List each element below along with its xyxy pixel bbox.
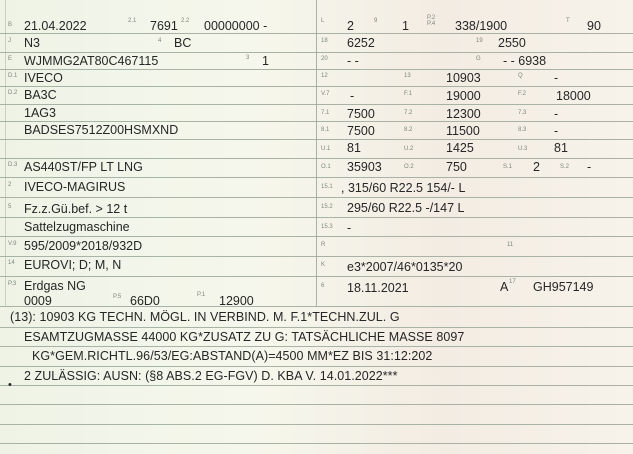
body-code: BC bbox=[174, 36, 192, 50]
axle-load-7-2: 12300 bbox=[446, 107, 481, 121]
row-line bbox=[0, 404, 633, 405]
regulations: 595/2009*2018/932D bbox=[24, 239, 143, 253]
towing-capacity: 10903 bbox=[446, 71, 481, 85]
column-divider bbox=[316, 0, 317, 306]
remarks-line-4: 2 ZULÄSSIG: AUSN: (§8 ABS.2 EG-FGV) D. KBA V. 14.01.2022*** bbox=[24, 369, 398, 383]
code-14-1: 0009 bbox=[24, 294, 52, 308]
field-code: F.2 bbox=[518, 91, 527, 97]
field-code: 15.3 bbox=[321, 224, 333, 230]
field-code: Q bbox=[518, 73, 523, 79]
field-code: U.1 bbox=[321, 146, 331, 152]
field-code: V.7 bbox=[321, 91, 330, 97]
margin-line bbox=[5, 0, 6, 306]
remarks-line-2: ESAMTZUGMASSE 44000 KG*ZUSATZ ZU G: TATSÄCHLICHE MASSE 8097 bbox=[24, 330, 465, 344]
body-type: Sattelzugmaschine bbox=[24, 220, 130, 234]
field-code: K bbox=[321, 262, 326, 268]
field-code: 18 bbox=[321, 38, 328, 44]
field-code: 19 bbox=[476, 38, 483, 44]
field-code: 2.2 bbox=[181, 18, 190, 24]
field-code: P.3 bbox=[8, 281, 17, 287]
field-code: O.2 bbox=[404, 164, 414, 170]
type-approval-number: e3*2007/46*0135*20 bbox=[347, 260, 463, 274]
field-code: 13 bbox=[404, 73, 411, 79]
driven-axles: 1 bbox=[402, 19, 409, 33]
trailer-load-unbraked: 750 bbox=[446, 160, 467, 174]
vehicle-version: BADSES7512Z00HSMXND bbox=[24, 123, 179, 137]
vehicle-type: BA3C bbox=[24, 88, 57, 102]
field-code: 8.1 bbox=[321, 127, 330, 133]
field-code: 7.1 bbox=[321, 110, 330, 116]
field-code: S.2 bbox=[560, 164, 570, 170]
row-line bbox=[0, 424, 633, 425]
remarks-line-3: KG*GEM.RICHTL.96/53/EG:ABSTAND(A)=4500 MM*EZ BIS 31:12:202 bbox=[32, 349, 433, 363]
field-code: P.2 P.4 bbox=[427, 15, 436, 27]
field-code: U.2 bbox=[404, 146, 414, 152]
row-line bbox=[0, 346, 633, 347]
field-code: 8.2 bbox=[404, 127, 413, 133]
displacement: 12900 bbox=[219, 294, 254, 308]
field-code: 6 bbox=[321, 283, 325, 289]
grade: A bbox=[500, 280, 509, 294]
field-code: 7.3 bbox=[518, 110, 527, 116]
tyre-size-axle-3: - bbox=[347, 221, 352, 235]
field-code: 8.3 bbox=[518, 127, 527, 133]
manufacturer-code: 7691 bbox=[150, 19, 178, 33]
field-code: 4 bbox=[158, 38, 162, 44]
empty-mass: - - 6938 bbox=[503, 54, 547, 68]
fuel-type: Erdgas NG bbox=[24, 279, 86, 293]
vehicle-variant: 1AG3 bbox=[24, 106, 56, 120]
field-code: U.3 bbox=[518, 146, 528, 152]
standing-places: - bbox=[587, 160, 592, 174]
field-code: V.9 bbox=[8, 241, 17, 247]
power-rpm: 338/1900 bbox=[455, 19, 508, 33]
make: IVECO bbox=[24, 71, 63, 85]
field-code: F.1 bbox=[404, 91, 413, 97]
field-code: 14 bbox=[8, 260, 15, 266]
field-code: 11 bbox=[507, 242, 514, 248]
vehicle-category: Fz.z.Gü.bef. > 12 t bbox=[24, 202, 128, 216]
axle-load-7-1: 7500 bbox=[347, 107, 375, 121]
field-code: E bbox=[8, 56, 13, 62]
row-line bbox=[0, 327, 633, 328]
field-code: 9 bbox=[374, 18, 378, 24]
vin: WJMMG2AT80C467115 bbox=[24, 54, 159, 68]
field-code: L bbox=[321, 18, 325, 24]
field-code: 20 bbox=[321, 56, 328, 62]
co2-emission: - bbox=[350, 89, 355, 103]
axle-load-8-1: 7500 bbox=[347, 124, 375, 138]
width: 2550 bbox=[498, 36, 526, 50]
row-line bbox=[0, 366, 633, 367]
remarks-line-1: (13): 10903 KG TECHN. MÖGL. IN VERBIND. M. F.1*TECHN.ZUL. G bbox=[10, 310, 400, 324]
number-of-axles: 2 bbox=[347, 19, 354, 33]
field-code: R bbox=[321, 242, 326, 248]
document-number: GH957149 bbox=[533, 280, 594, 294]
drive-noise: 81 bbox=[554, 141, 568, 155]
registration-date: 18.11.2021 bbox=[347, 281, 409, 295]
height-a: - - bbox=[347, 54, 359, 68]
noise-rpm: 1425 bbox=[446, 141, 474, 155]
field-code: 17 bbox=[509, 279, 516, 285]
noise-level: 81 bbox=[347, 141, 361, 155]
row-line bbox=[0, 385, 633, 386]
field-code: P.1 bbox=[197, 292, 206, 298]
field-code: 15.1 bbox=[321, 184, 333, 190]
max-mass-f1: 19000 bbox=[446, 89, 481, 103]
emission-class: EUROVI; D; M, N bbox=[24, 258, 122, 272]
field-code: O.1 bbox=[321, 164, 331, 170]
field-code: P.5 bbox=[113, 294, 122, 300]
commercial-name: AS440ST/FP LT LNG bbox=[24, 160, 143, 174]
axle-load-8-2: 11500 bbox=[446, 124, 480, 138]
bullet-mark: • bbox=[8, 379, 12, 391]
field-code: 2.1 bbox=[128, 18, 137, 24]
tyre-size-axle-2: 295/60 R22.5 -/147 L bbox=[347, 201, 465, 215]
max-mass-f2: 18000 bbox=[556, 89, 591, 103]
field-code: D.2 bbox=[8, 90, 18, 96]
field-code: 12 bbox=[321, 73, 328, 79]
field-code: 3 bbox=[246, 55, 250, 61]
field-code: S.1 bbox=[503, 164, 513, 170]
vehicle-class: N3 bbox=[24, 36, 40, 50]
seats: 2 bbox=[533, 160, 540, 174]
axle-load-7-3: - bbox=[554, 107, 559, 121]
first-registration-date: 21.04.2022 bbox=[24, 19, 87, 33]
field-code: D.3 bbox=[8, 162, 18, 168]
field-code: 5 bbox=[8, 204, 12, 210]
field-code: 15.2 bbox=[321, 204, 333, 210]
engine-code: 66D0 bbox=[130, 294, 160, 308]
manufacturer-name: IVECO-MAGIRUS bbox=[24, 180, 126, 194]
power-to-weight: - bbox=[554, 71, 559, 85]
trailer-load-braked: 35903 bbox=[347, 160, 382, 174]
row-line bbox=[0, 443, 633, 444]
field-code: J bbox=[8, 38, 11, 44]
axle-load-8-3: - bbox=[554, 124, 559, 138]
field-code: D.1 bbox=[8, 73, 18, 79]
row-line bbox=[0, 306, 633, 307]
field-code: T bbox=[566, 18, 570, 24]
field-code: G bbox=[476, 56, 481, 62]
field-code: B bbox=[8, 22, 13, 28]
max-speed: 90 bbox=[587, 19, 601, 33]
length: 6252 bbox=[347, 36, 375, 50]
tyre-size-axle-1: , 315/60 R22.5 154/- L bbox=[341, 181, 466, 195]
vin-check-digit: 1 bbox=[262, 54, 269, 68]
type-code: 00000000 - bbox=[204, 19, 268, 33]
field-code: 7.2 bbox=[404, 110, 413, 116]
field-code: 2 bbox=[8, 182, 12, 188]
